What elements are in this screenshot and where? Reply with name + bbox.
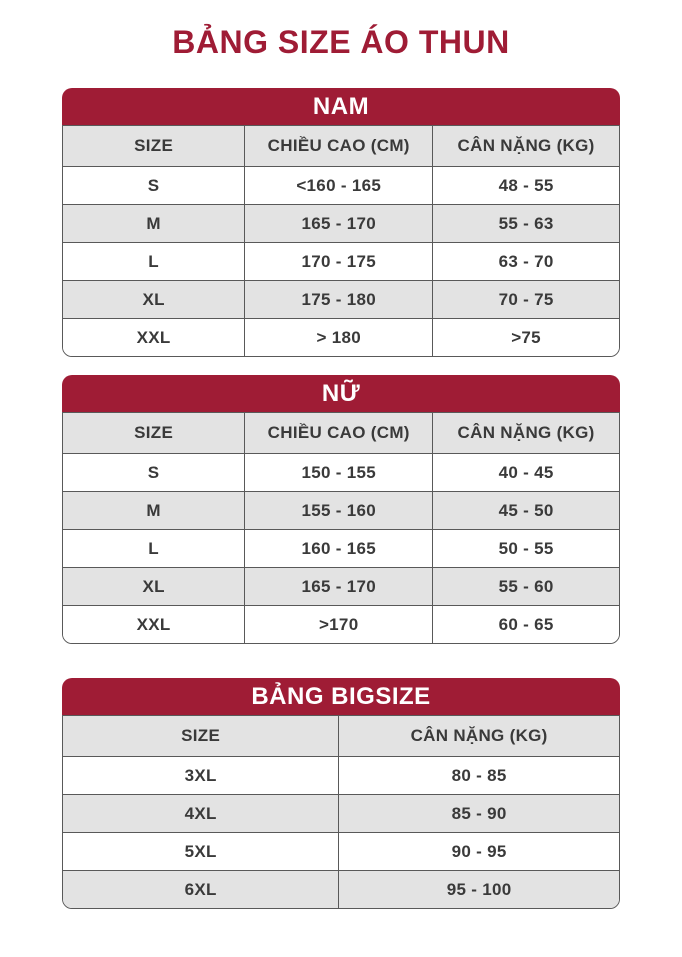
value-cell: <160 - 165: [244, 166, 432, 204]
value-cell: 165 - 170: [244, 567, 432, 605]
column-header: SIZE: [63, 413, 244, 453]
table-row: [63, 204, 619, 242]
value-cell: 175 - 180: [244, 280, 432, 318]
size-cell: XXL: [63, 318, 244, 356]
table-title-bigsize: BẢNG BIGSIZE: [62, 678, 620, 715]
table-row: [63, 166, 619, 204]
value-cell: 45 - 50: [432, 491, 619, 529]
size-cell: 4XL: [63, 794, 338, 832]
table-row: [63, 832, 619, 870]
column-header: CÂN NẶNG (KG): [432, 126, 619, 166]
column-header: CHIỀU CAO (CM): [244, 413, 432, 453]
table-row: [63, 453, 619, 491]
table-row: [63, 242, 619, 280]
table-title-nu: NỮ: [62, 375, 620, 412]
size-chart-table-bigsize: [63, 716, 619, 908]
value-cell: 80 - 85: [338, 756, 619, 794]
column-header: CÂN NẶNG (KG): [338, 716, 619, 756]
size-cell: 6XL: [63, 870, 338, 908]
table-row: [63, 794, 619, 832]
column-header: CÂN NẶNG (KG): [432, 413, 619, 453]
column-header: SIZE: [63, 716, 338, 756]
value-cell: 40 - 45: [432, 453, 619, 491]
size-cell: XXL: [63, 605, 244, 643]
size-table-bigsize: [62, 678, 620, 909]
column-header: SIZE: [63, 126, 244, 166]
value-cell: >75: [432, 318, 619, 356]
table-row: [63, 529, 619, 567]
value-cell: 150 - 155: [244, 453, 432, 491]
value-cell: 55 - 63: [432, 204, 619, 242]
size-cell: L: [63, 242, 244, 280]
table-row: [63, 870, 619, 908]
value-cell: >170: [244, 605, 432, 643]
value-cell: 48 - 55: [432, 166, 619, 204]
value-cell: 170 - 175: [244, 242, 432, 280]
size-cell: 5XL: [63, 832, 338, 870]
size-cell: XL: [63, 567, 244, 605]
table-row: [63, 318, 619, 356]
size-cell: S: [63, 453, 244, 491]
value-cell: 70 - 75: [432, 280, 619, 318]
value-cell: > 180: [244, 318, 432, 356]
value-cell: 60 - 65: [432, 605, 619, 643]
table-row: [63, 605, 619, 643]
size-cell: 3XL: [63, 756, 338, 794]
size-cell: L: [63, 529, 244, 567]
table-row: [63, 567, 619, 605]
table-row: [63, 491, 619, 529]
size-chart-table-nam: [63, 126, 619, 356]
table-row: [63, 280, 619, 318]
size-table-nu: [62, 375, 620, 644]
value-cell: 155 - 160: [244, 491, 432, 529]
value-cell: 165 - 170: [244, 204, 432, 242]
value-cell: 63 - 70: [432, 242, 619, 280]
table-frame: [62, 715, 620, 909]
table-frame: [62, 412, 620, 644]
header-row: [63, 413, 619, 453]
table-title-nam: NAM: [62, 88, 620, 125]
size-cell: M: [63, 491, 244, 529]
table-frame: [62, 125, 620, 357]
size-cell: M: [63, 204, 244, 242]
size-chart-table-nu: [63, 413, 619, 643]
table-row: [63, 756, 619, 794]
size-cell: S: [63, 166, 244, 204]
value-cell: 95 - 100: [338, 870, 619, 908]
page-title: BẢNG SIZE ÁO THUN: [172, 24, 510, 60]
value-cell: 50 - 55: [432, 529, 619, 567]
value-cell: 90 - 95: [338, 832, 619, 870]
size-table-nam: [62, 88, 620, 357]
value-cell: 160 - 165: [244, 529, 432, 567]
header-row: [63, 126, 619, 166]
value-cell: 55 - 60: [432, 567, 619, 605]
size-cell: XL: [63, 280, 244, 318]
header-row: [63, 716, 619, 756]
column-header: CHIỀU CAO (CM): [244, 126, 432, 166]
value-cell: 85 - 90: [338, 794, 619, 832]
